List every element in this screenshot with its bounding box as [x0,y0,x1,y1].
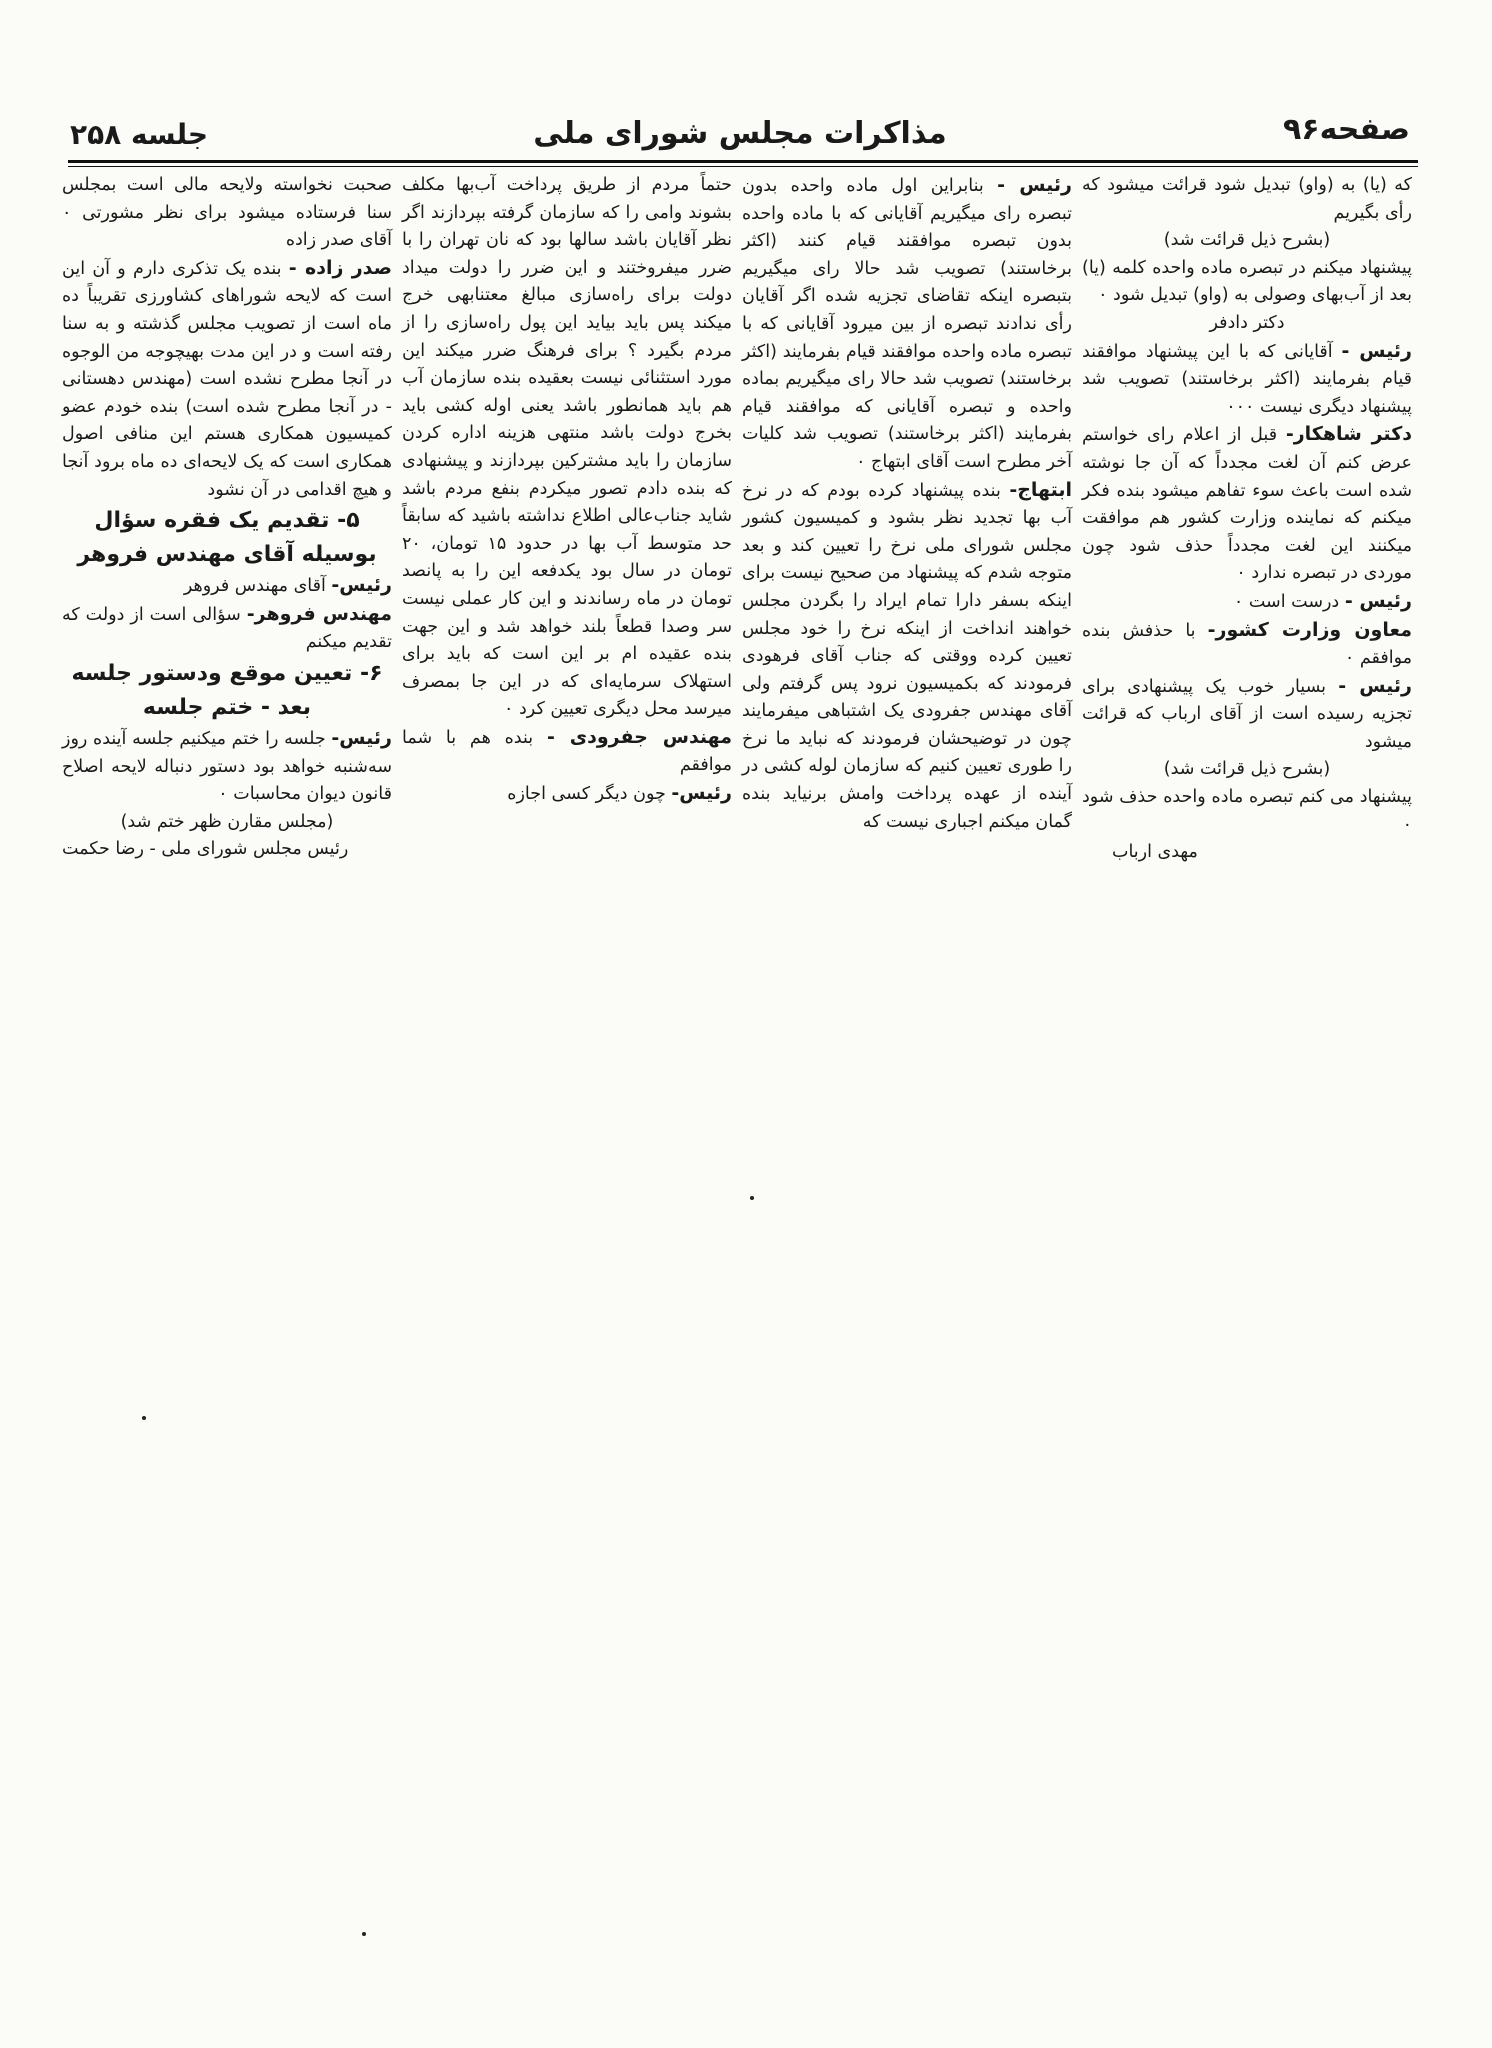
speaker-name: معاون وزارت کشور- [1207,618,1412,641]
paragraph-text: آقای مهندس فروهر [183,576,326,597]
paragraph-text: قبل از اعلام رای خواستم عرض کنم آن لغت مجدداً که آن جا نوشته شده است باعث سوء تفاهم میشود بنده فکر میکنم که نماینده وزارت کشور هم موافقت میکنند این لغت مجدداً حذف شود چون موردی در تبصره ندارد ۰ [1082,425,1412,584]
paragraph [1082,227,1412,255]
paragraph-text: صحبت نخواسته ولایحه مالی است بمجلس سنا فرستاده میشود برای نظر مشورتی ۰ آقای صدر زاده [62,175,392,251]
paragraph-text: (مجلس مقارن ظهر ختم شد) [120,811,334,832]
paragraph-text: پیشنهاد می کنم تبصره ماده واحده حذف شود ۰ [1082,787,1412,835]
speaker-name: رئیس- [671,782,732,805]
paragraph [62,255,392,504]
paragraph-text: آقایانی که با این پیشنهاد موافقند قیام بفرمایند (اکثر برخاستند) تصویب شد پیشنهاد دیگری نیست ۰۰۰ [1082,341,1412,417]
section-heading [62,657,392,725]
paragraph [1082,255,1412,310]
paragraph [1082,756,1412,784]
speaker-name: صدر زاده - [288,256,392,279]
column-1 [1082,172,1412,867]
paragraph-text: با حذفش بنده موافقم ۰ [1082,620,1412,669]
speaker-name: رئیس- [331,574,392,597]
paragraph-text: حتماً مردم از طریق پرداخت آب‌بها مکلف بشوند وامی را که سازمان گرفته بپردازند اگر نظر آقایان باشد سالها بود که نان تهران را با ضرر میفروختند و این ضرر را دولت میداد دولت برای راه‌سازی مبالغ معتنابهی خرج میکند پس باید بیاید این پول راه‌سازی را از مردم بگیرد ؟ برای فرهنگ ضرر میکند این مورد استثنائی نیست بعقیده بنده سازمان آب هم باید همانطور باشد یعنی اوله کشی باید بخرج دولت باشد منتهی هزینه اداره کردن سازمان را باید مشترکین بپردازند و پیشنهادی که بنده دادم تصور میکردم بنفع مردم باشد شاید جناب‌عالی اطلاع نداشته باشید که سابقاً حد متوسط آب بها در حدود ۱۵ تومان، ۲۰ تومان در سال بود یکدفعه این را به پانصد تومان در ماه رساندند و این کار عملی نیست سر وصدا قطعاً بلند خواهد شد و این جهت بنده عقیده ام بر این است که باید برای استهلاک سرمایه‌ای که در این جا بمصرف میرسد محل دیگری تعیین کرد ۰ [402,175,732,720]
column-2 [742,172,1072,836]
paragraph [62,836,392,864]
paragraph [1082,338,1412,422]
paragraph-text: (بشرح ذیل قرائت شد) [1163,759,1331,780]
paragraph-text: بسیار خوب یک پیشنهادی برای تجزیه رسیده است از آقای ارباب که قرائت میشود [1082,676,1412,752]
paragraph-text: ۶- تعیین موقع ودستور جلسه بعد - ختم جلسه [71,660,383,720]
speaker-name: رئیس- [331,726,392,749]
paragraph [62,725,392,809]
paragraph-text: پیشنهاد میکنم در تبصره ماده واحده کلمه (یا) بعد از آب‌بهای وصولی به (واو) تبدیل شود ۰ [1082,257,1412,306]
paragraph [1082,673,1412,757]
paragraph-text: بنده پیشنهاد کرده بودم که در نرخ آب بها تجدید نظر بشود و کمیسیون کشور مجلس شورای ملی نرخ را تعیین کند و بعد متوجه شدم که پیشنهاد من صحیح نیست برای اینکه بسفر دارا تمام ایراد را بگردن مجلس خواهند انداخت از اینکه نرخ را خود مجلس تعیین کرده ووقتی که جناب آقای فرهودی فرمودند که بکمیسیون نرود پس گرفتم ولی آقای مهندس جفرودی یک اشتباهی میفرمایند چون در توضیحشان فرمودند که نباید ما نرخ را طوری تعیین کنیم که سازمان لوله کشی در آینده از عهده پرداخت وامش برنیاید بنده گمان میکنم اجباری نیست که [742,480,1072,832]
paragraph-text: بنده یک تذکری دارم و آن این است که لایحه شوراهای کشاورزی تقریباً ده ماه است از تصویب مجلس گذشته و به سنا رفته است و در این مدت بهیچوجه من الوجوه در آنجا مطرح نشده است (مهندس دهستانی - در آنجا مطرح شده است) بنده خودم عضو کمیسیون همکاری هستم این منافی اصول همکاری است که یک لایحه‌ای ده ماه برود آنجا و هیچ اقدامی در آن نشود [62,258,392,500]
paragraph [62,809,392,837]
column-4 [62,172,392,864]
paragraph-text: بنده هم با شما موافقم [402,727,732,776]
section-heading [62,504,392,572]
paragraph [402,724,732,780]
paragraph [402,780,732,809]
session-number: جلسه ۲۵۸ [70,118,209,151]
paragraph-text: درست است ۰ [1233,591,1340,612]
paragraph [1082,839,1412,867]
publication-title: مذاکرات مجلس شورای ملی [533,116,947,151]
paragraph [1082,172,1412,227]
paragraph [62,572,392,601]
paragraph [1082,617,1412,673]
paragraph [1082,784,1412,839]
paragraph [1082,588,1412,617]
paragraph [402,172,732,724]
header-rule [68,160,1418,167]
paragraph-text: سؤالی است از دولت که تقدیم میکنم [62,604,392,653]
paragraph-text: بنابراین اول ماده واحده بدون تبصره رای میگیریم آقایانی که با ماده واحده بدون تبصره موافقند قیام کنند (اکثر برخاستند) تصویب شد حالا رای میگیریم بتبصره اینکه تقاضای تجزیه شده اگر آقایان رأی ندادند تبصره از بین میرود آقایانی که با تبصره ماده واحده موافقند قیام بفرمایند (اکثر برخاستند) تصویب شد حالا رای میگیریم بماده واحده و تبصره آقایانی که موافقند قیام بفرمایند (اکثر برخاستند) تصویب شد کلیات آخر مطرح است آقای ابتهاج ۰ [742,176,1072,472]
speaker-name: رئیس - [1344,589,1412,612]
page-number: صفحه۹۶ [1282,112,1410,147]
speaker-name: رئیس - [997,174,1072,196]
paragraph-text: مهدی ارباب [1112,842,1198,863]
paragraph-text: (بشرح ذیل قرائت شد) [1163,230,1331,251]
paragraph [62,601,392,657]
print-speck [750,1196,754,1200]
print-speck [362,1932,366,1936]
column-3 [402,172,732,809]
paragraph [1082,421,1412,588]
paragraph-text: چون دیگر کسی اجازه [507,784,666,805]
paragraph [742,172,1072,477]
paragraph-text: ۵- تقدیم یک فقره سؤال بوسیله آقای مهندس فروهر [77,508,377,568]
speaker-name: ابتهاج- [1009,478,1072,501]
speaker-name: مهندس فروهر- [246,602,392,625]
speaker-name: رئیس - [1341,339,1412,362]
speaker-name: دکتر شاهکار- [1285,423,1412,446]
paragraph-text: رئیس مجلس شورای ملی - رضا حکمت [62,839,349,860]
print-speck [142,1416,146,1420]
paragraph [1082,310,1412,338]
paragraph-text: جلسه را ختم میکنیم جلسه آینده روز سه‌شنبه خواهد بود دستور دنباله لایحه اصلاح قانون دیوان محاسبات ۰ [62,728,392,805]
speaker-name: مهندس جفرودی - [546,725,732,748]
paragraph-text: دکتر دادفر [1209,312,1285,333]
paragraph [742,477,1072,837]
paragraph [62,172,392,255]
paragraph-text: که (یا) به (واو) تبدیل شود قرائت میشود که رأی بگیریم [1082,175,1412,223]
speaker-name: رئیس - [1338,674,1412,697]
